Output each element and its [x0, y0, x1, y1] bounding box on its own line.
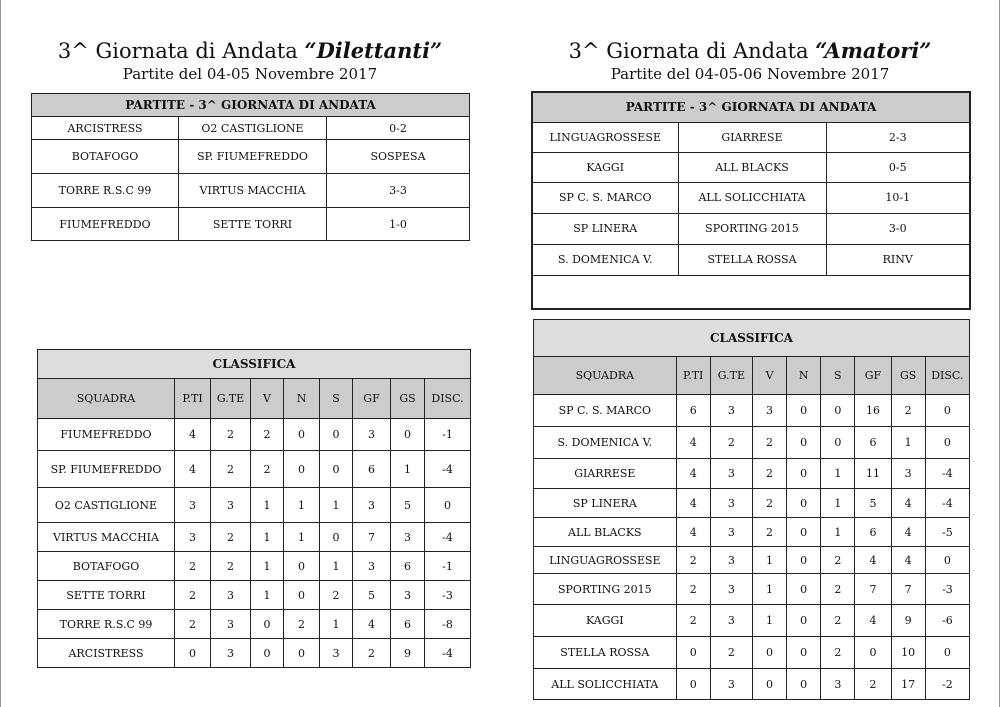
right-standings-table: [533, 319, 970, 700]
stat-cell: 2: [752, 489, 786, 518]
stat-cell: 0: [676, 637, 710, 669]
team-name: O2 CASTIGLIONE: [38, 488, 175, 523]
stat-cell: 2: [676, 574, 710, 605]
stat-cell: 3: [175, 488, 211, 523]
right-standings-columns: [534, 357, 970, 395]
column-header: S: [821, 357, 855, 395]
away-team: STELLA ROSSA: [678, 244, 826, 275]
stat-cell: 6: [391, 552, 425, 581]
stat-cell: 4: [855, 547, 891, 574]
stat-cell: 0: [320, 451, 353, 488]
stat-cell: 5: [391, 488, 425, 523]
stat-cell: 0: [787, 427, 821, 459]
team-name: ALL SOLICCHIATA: [534, 669, 677, 700]
stat-cell: 0: [787, 518, 821, 547]
team-name: SP C. S. MARCO: [534, 395, 677, 427]
stat-cell: 3: [891, 459, 925, 489]
stat-cell: 4: [676, 459, 710, 489]
stat-cell: -5: [925, 518, 969, 547]
stat-cell: 2: [821, 637, 855, 669]
left-matches-table: [31, 93, 470, 241]
table-row: [534, 395, 970, 427]
stat-cell: 0: [391, 419, 425, 451]
home-team: S. DOMENICA V.: [532, 244, 678, 275]
stat-cell: 5: [353, 581, 391, 610]
stat-cell: 4: [891, 489, 925, 518]
stat-cell: 1: [752, 605, 786, 637]
stat-cell: 3: [391, 581, 425, 610]
stat-cell: 0: [752, 669, 786, 700]
stat-cell: 0: [787, 489, 821, 518]
right-matches-header: PARTITE - 3^ GIORNATA DI ANDATA: [532, 92, 970, 122]
home-team: SP C. S. MARCO: [532, 182, 678, 213]
stat-cell: 5: [855, 489, 891, 518]
column-header: G.TE: [710, 357, 752, 395]
table-row: [38, 639, 471, 668]
away-team: VIRTUS MACCHIA: [179, 174, 327, 208]
match-row: [32, 208, 470, 241]
left-matches-body: [32, 117, 470, 241]
stat-cell: 1: [821, 518, 855, 547]
stat-cell: 9: [891, 605, 925, 637]
stat-cell: 2: [752, 427, 786, 459]
stat-cell: 2: [821, 605, 855, 637]
stat-cell: 0: [925, 547, 969, 574]
stat-cell: 2: [676, 605, 710, 637]
stat-cell: 2: [710, 637, 752, 669]
stat-cell: 6: [855, 518, 891, 547]
match-result: RINV: [826, 244, 970, 275]
away-team: SP. FIUMEFREDDO: [179, 140, 327, 174]
stat-cell: 0: [284, 419, 320, 451]
column-header: V: [251, 379, 284, 419]
column-header: DISC.: [925, 357, 969, 395]
right-title: [530, 38, 970, 64]
stat-cell: 3: [710, 489, 752, 518]
stat-cell: 0: [925, 427, 969, 459]
away-team: SPORTING 2015: [678, 213, 826, 244]
home-team: SP LINERA: [532, 213, 678, 244]
left-title-category: “Dilettanti”: [304, 38, 443, 63]
stat-cell: 0: [787, 605, 821, 637]
stat-cell: 0: [787, 395, 821, 427]
stat-cell: 4: [855, 605, 891, 637]
stat-cell: 1: [752, 547, 786, 574]
stat-cell: -3: [925, 574, 969, 605]
column-header: SQUADRA: [534, 357, 677, 395]
home-team: KAGGI: [532, 152, 678, 182]
stat-cell: 0: [925, 637, 969, 669]
stat-cell: 3: [710, 669, 752, 700]
stat-cell: 3: [211, 610, 251, 639]
stat-cell: 4: [676, 518, 710, 547]
stat-cell: 4: [891, 518, 925, 547]
stat-cell: 1: [284, 523, 320, 552]
stat-cell: 2: [175, 610, 211, 639]
stat-cell: 6: [855, 427, 891, 459]
stat-cell: 1: [891, 427, 925, 459]
home-team: BOTAFOGO: [32, 140, 179, 174]
right-title-prefix: 3^ Giornata di Andata: [568, 39, 816, 63]
empty-cell: [532, 275, 970, 309]
away-team: SETTE TORRI: [179, 208, 327, 241]
table-row: [534, 669, 970, 700]
team-name: SETTE TORRI: [38, 581, 175, 610]
away-team: ALL BLACKS: [678, 152, 826, 182]
stat-cell: 0: [284, 451, 320, 488]
column-header: GS: [391, 379, 425, 419]
stat-cell: 1: [821, 459, 855, 489]
right-matches-table: [531, 91, 971, 310]
column-header: G.TE: [211, 379, 251, 419]
left-standings-table: [37, 349, 471, 668]
stat-cell: 0: [752, 637, 786, 669]
column-header: N: [787, 357, 821, 395]
team-name: VIRTUS MACCHIA: [38, 523, 175, 552]
team-name: SP. FIUMEFREDDO: [38, 451, 175, 488]
away-team: ALL SOLICCHIATA: [678, 182, 826, 213]
column-header: V: [752, 357, 786, 395]
stat-cell: 2: [211, 419, 251, 451]
stat-cell: 3: [320, 639, 353, 668]
away-team: O2 CASTIGLIONE: [179, 117, 327, 140]
team-name: FIUMEFREDDO: [38, 419, 175, 451]
stat-cell: 0: [251, 639, 284, 668]
stat-cell: -8: [425, 610, 471, 639]
stat-cell: 3: [752, 395, 786, 427]
match-result: SOSPESA: [327, 140, 470, 174]
stat-cell: 0: [284, 581, 320, 610]
stat-cell: 3: [391, 523, 425, 552]
stat-cell: 2: [676, 547, 710, 574]
away-team: GIARRESE: [678, 122, 826, 152]
team-name: TORRE R.S.C 99: [38, 610, 175, 639]
match-result: 10-1: [826, 182, 970, 213]
stat-cell: 2: [752, 459, 786, 489]
match-result: 0-5: [826, 152, 970, 182]
column-header: S: [320, 379, 353, 419]
stat-cell: 4: [353, 610, 391, 639]
match-result: 2-3: [826, 122, 970, 152]
team-name: SP LINERA: [534, 489, 677, 518]
table-row: [534, 574, 970, 605]
stat-cell: 1: [752, 574, 786, 605]
stat-cell: 0: [251, 610, 284, 639]
table-row: [38, 488, 471, 523]
stat-cell: 2: [710, 427, 752, 459]
stat-cell: -1: [425, 419, 471, 451]
table-row: [38, 610, 471, 639]
team-name: GIARRESE: [534, 459, 677, 489]
stat-cell: 2: [855, 669, 891, 700]
home-team: LINGUAGROSSESE: [532, 122, 678, 152]
stat-cell: 1: [320, 552, 353, 581]
stat-cell: 2: [891, 395, 925, 427]
stat-cell: 4: [175, 451, 211, 488]
team-name: BOTAFOGO: [38, 552, 175, 581]
stat-cell: 2: [284, 610, 320, 639]
stat-cell: -4: [425, 639, 471, 668]
stat-cell: 2: [211, 523, 251, 552]
match-result: 1-0: [327, 208, 470, 241]
stat-cell: 2: [175, 552, 211, 581]
left-subtitle: Partite del 04-05 Novembre 2017: [122, 65, 378, 83]
column-header: GF: [353, 379, 391, 419]
stat-cell: 0: [787, 669, 821, 700]
stat-cell: 2: [175, 581, 211, 610]
stat-cell: 6: [353, 451, 391, 488]
stat-cell: 7: [353, 523, 391, 552]
match-row: [532, 122, 970, 152]
stat-cell: 3: [710, 459, 752, 489]
stat-cell: 3: [353, 488, 391, 523]
table-row: [38, 419, 471, 451]
stat-cell: -4: [425, 523, 471, 552]
stat-cell: 0: [787, 637, 821, 669]
stat-cell: 17: [891, 669, 925, 700]
stat-cell: 3: [211, 581, 251, 610]
stat-cell: 0: [787, 574, 821, 605]
stat-cell: 11: [855, 459, 891, 489]
stat-cell: 1: [251, 581, 284, 610]
home-team: ARCISTRESS: [32, 117, 179, 140]
stat-cell: 4: [891, 547, 925, 574]
stat-cell: 7: [855, 574, 891, 605]
stat-cell: 4: [676, 427, 710, 459]
stat-cell: 2: [211, 552, 251, 581]
team-name: LINGUAGROSSESE: [534, 547, 677, 574]
table-row: [38, 523, 471, 552]
team-name: SPORTING 2015: [534, 574, 677, 605]
right-title-category: “Amatori”: [815, 38, 932, 63]
right-matches-empty-row: [532, 275, 970, 309]
stat-cell: 3: [175, 523, 211, 552]
stat-cell: -4: [925, 459, 969, 489]
table-row: [534, 547, 970, 574]
match-result: 3-0: [826, 213, 970, 244]
table-row: [38, 552, 471, 581]
stat-cell: -4: [925, 489, 969, 518]
stat-cell: 0: [676, 669, 710, 700]
left-title-prefix: 3^ Giornata di Andata: [57, 39, 305, 63]
stat-cell: 3: [710, 605, 752, 637]
stat-cell: 6: [391, 610, 425, 639]
stat-cell: 0: [855, 637, 891, 669]
stat-cell: -3: [425, 581, 471, 610]
match-row: [532, 244, 970, 275]
stat-cell: 0: [787, 547, 821, 574]
stat-cell: 0: [425, 488, 471, 523]
match-row: [32, 140, 470, 174]
left-header: [30, 38, 470, 84]
stat-cell: 4: [175, 419, 211, 451]
left-standings-body: [38, 419, 471, 668]
stat-cell: 2: [353, 639, 391, 668]
match-result: 0-2: [327, 117, 470, 140]
stat-cell: 3: [710, 395, 752, 427]
stat-cell: 1: [320, 610, 353, 639]
right-subtitle: Partite del 04-05-06 Novembre 2017: [610, 65, 890, 83]
column-header: P.TI: [676, 357, 710, 395]
team-name: S. DOMENICA V.: [534, 427, 677, 459]
stat-cell: 0: [821, 395, 855, 427]
left-matches-header: PARTITE - 3^ GIORNATA DI ANDATA: [32, 94, 470, 117]
column-header: DISC.: [425, 379, 471, 419]
stat-cell: 0: [175, 639, 211, 668]
table-row: [534, 518, 970, 547]
stat-cell: -1: [425, 552, 471, 581]
stat-cell: 0: [787, 459, 821, 489]
table-row: [38, 451, 471, 488]
stat-cell: 16: [855, 395, 891, 427]
stat-cell: 1: [251, 552, 284, 581]
stat-cell: 0: [284, 552, 320, 581]
left-standings-columns: [38, 379, 471, 419]
column-header: SQUADRA: [38, 379, 175, 419]
match-row: [532, 152, 970, 182]
match-row: [32, 117, 470, 140]
stat-cell: 3: [211, 488, 251, 523]
stat-cell: -2: [925, 669, 969, 700]
team-name: KAGGI: [534, 605, 677, 637]
stat-cell: 4: [676, 489, 710, 518]
left-standings-header: CLASSIFICA: [38, 350, 471, 379]
stat-cell: 3: [353, 552, 391, 581]
stat-cell: 1: [391, 451, 425, 488]
stat-cell: 2: [211, 451, 251, 488]
table-row: [534, 489, 970, 518]
right-standings-header: CLASSIFICA: [534, 320, 970, 357]
stat-cell: 3: [353, 419, 391, 451]
stat-cell: 1: [284, 488, 320, 523]
stat-cell: -4: [425, 451, 471, 488]
stat-cell: 2: [821, 547, 855, 574]
match-row: [32, 174, 470, 208]
stat-cell: 0: [320, 419, 353, 451]
match-row: [532, 182, 970, 213]
stat-cell: 3: [821, 669, 855, 700]
stat-cell: 9: [391, 639, 425, 668]
stat-cell: 6: [676, 395, 710, 427]
right-header: [530, 38, 970, 84]
team-name: ARCISTRESS: [38, 639, 175, 668]
table-row: [534, 605, 970, 637]
stat-cell: 1: [821, 489, 855, 518]
stat-cell: 2: [251, 451, 284, 488]
stat-cell: 1: [251, 488, 284, 523]
stat-cell: -6: [925, 605, 969, 637]
column-header: GS: [891, 357, 925, 395]
stat-cell: 2: [320, 581, 353, 610]
column-header: P.TI: [175, 379, 211, 419]
stat-cell: 2: [251, 419, 284, 451]
table-row: [534, 459, 970, 489]
stat-cell: 3: [710, 574, 752, 605]
stat-cell: 0: [821, 427, 855, 459]
stat-cell: 0: [284, 639, 320, 668]
table-row: [534, 427, 970, 459]
right-standings-body: [534, 395, 970, 700]
stat-cell: 1: [320, 488, 353, 523]
stat-cell: 0: [925, 395, 969, 427]
stat-cell: 3: [211, 639, 251, 668]
page-border-left: [0, 0, 1, 707]
table-row: [38, 581, 471, 610]
team-name: ALL BLACKS: [534, 518, 677, 547]
stat-cell: 7: [891, 574, 925, 605]
match-result: 3-3: [327, 174, 470, 208]
home-team: TORRE R.S.C 99: [32, 174, 179, 208]
right-matches-body: [532, 122, 970, 275]
column-header: GF: [855, 357, 891, 395]
stat-cell: 3: [710, 518, 752, 547]
stat-cell: 2: [752, 518, 786, 547]
left-title: [30, 38, 470, 64]
stat-cell: 2: [821, 574, 855, 605]
stat-cell: 3: [710, 547, 752, 574]
match-row: [532, 213, 970, 244]
team-name: STELLA ROSSA: [534, 637, 677, 669]
stat-cell: 0: [320, 523, 353, 552]
stat-cell: 10: [891, 637, 925, 669]
table-row: [534, 637, 970, 669]
column-header: N: [284, 379, 320, 419]
home-team: FIUMEFREDDO: [32, 208, 179, 241]
stat-cell: 1: [251, 523, 284, 552]
